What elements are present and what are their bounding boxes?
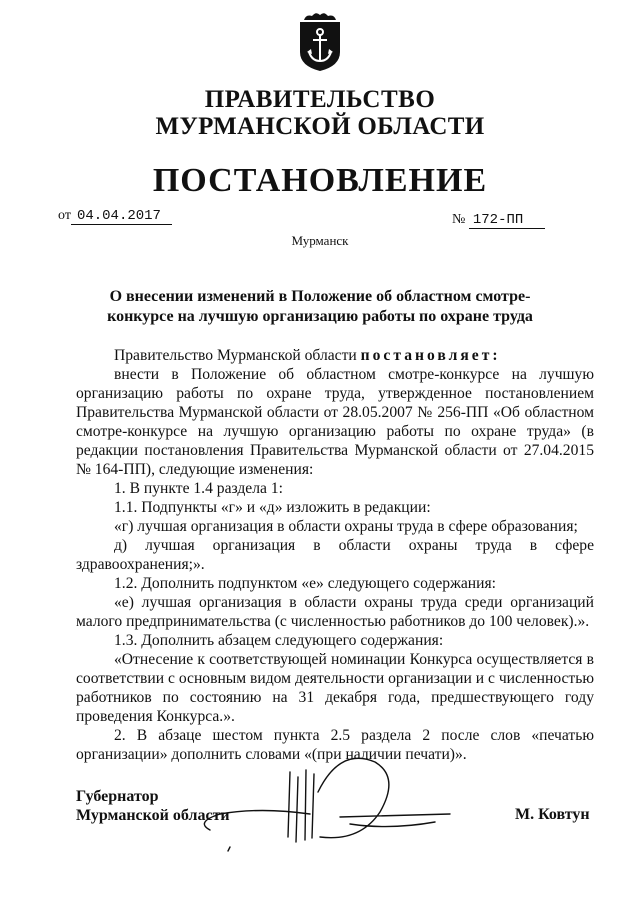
paragraph: «е) лучшая организация в области охраны труда среди организаций малого предпринимательства (с численностью работников до 100 человек).».	[76, 594, 594, 630]
government-name-line1: ПРАВИТЕЛЬСТВО	[204, 86, 436, 113]
signatory-title-line2: Мурманской области	[76, 807, 230, 824]
signatory-title	[76, 787, 230, 825]
date-value: 04.04.2017	[71, 208, 172, 225]
intro-action: постановляет:	[360, 347, 501, 364]
signatory-title-line1: Губернатор	[76, 788, 159, 805]
number-prefix: №	[452, 212, 466, 227]
document-subject: О внесении изменений в Положение об областном смотре-конкурсе на лучшую организацию работы по охране труда	[107, 288, 533, 325]
paragraph: «Отнесение к соответствующей номинации Конкурса осуществляется в соответствии с основным видом деятельности организации и с численностью работников по состоянию на 31 декабря года, предшествующего году проведения Конкурса.».	[76, 651, 594, 725]
paragraph: 1.1. Подпункты «г» и «д» изложить в редакции:	[114, 499, 431, 516]
paragraph: д) лучшая организация в области охраны труда в сфере здравоохранения;».	[76, 537, 594, 573]
paragraph: 1.2. Дополнить подпунктом «е» следующего содержания:	[114, 575, 496, 592]
number-field	[452, 212, 545, 229]
handwritten-signature	[190, 752, 480, 852]
intro-paragraph	[76, 346, 594, 365]
paragraph: 1. В пункте 1.4 раздела 1:	[114, 480, 283, 497]
document-body	[76, 346, 594, 764]
paragraph: 2. В абзаце шестом пункта 2.5 раздела 2 после слов «печатью организации» дополнить словами «(при наличии печати)».	[76, 727, 594, 763]
city: Мурманск	[291, 233, 349, 248]
number-value: 172-ПП	[469, 212, 545, 229]
document-type-title: ПОСТАНОВЛЕНИЕ	[152, 162, 488, 199]
government-name-line2: МУРМАНСКОЙ ОБЛАСТИ	[155, 113, 485, 140]
coat-of-arms-icon	[296, 12, 344, 72]
paragraph: «г) лучшая организация в области охраны труда в сфере образования;	[114, 518, 578, 535]
intro-text: Правительство Мурманской области	[114, 347, 361, 364]
date-field	[58, 208, 172, 225]
signatory-name: М. Ковтун	[515, 806, 590, 823]
paragraph: 1.3. Дополнить абзацем следующего содержания:	[114, 632, 444, 649]
date-prefix: от	[58, 208, 71, 223]
paragraph: внести в Положение об областном смотре-конкурсе на лучшую организацию работы по охране труда, утвержденное постановлением Правительства Мурманской области от 28.05.2007 № 256-ПП «Об областном смотре-конкурсе на лучшую организацию работы по охране труда» (в редакции постановления Правительства Мурманской области от 27.04.2015 № 164-ПП), следующие изменения:	[76, 366, 594, 478]
